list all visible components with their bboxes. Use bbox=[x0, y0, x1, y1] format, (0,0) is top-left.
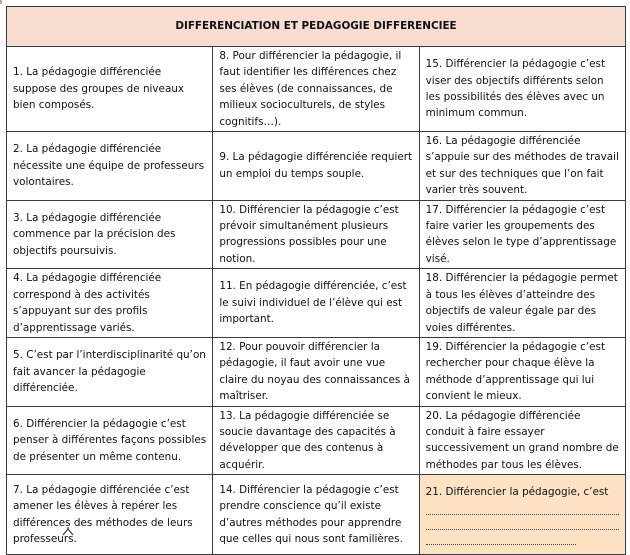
blank-line-1 bbox=[426, 500, 619, 515]
statement-15: 15. Différencier la pédagogie c’est viser des objectifs différents selon les possibilités des élèves avec un minimum commun. bbox=[419, 47, 625, 132]
statement-2: 2. La pédagogie différenciée nécessite une équipe de professeurs volontaires. bbox=[7, 132, 213, 201]
statement-4: 4. La pédagogie différenciée correspond à des activités s’appuyant sur des profils d’apprentissage variés. bbox=[7, 269, 213, 338]
table-row bbox=[7, 337, 626, 406]
statement-13: 13. La pédagogie différenciée se soucie davantage des capacités à développer que des contenus à acquérir. bbox=[213, 406, 419, 475]
title-row bbox=[7, 7, 626, 47]
statement-5: 5. C’est par l’interdisciplinarité qu’on fait avancer la pédagogie différenciée. bbox=[7, 337, 213, 406]
scissors-mark-icon bbox=[62, 527, 74, 536]
statement-12: 12. Pour pouvoir différencier la pédagogie, il faut avoir une vue claire du noyau des connaissances à maîtriser. bbox=[213, 337, 419, 406]
statement-20: 20. La pédagogie différenciée conduit à faire essayer successivement un grand nombre de méthodes par tous les élèves. bbox=[419, 406, 625, 475]
corner-tick-mark bbox=[0, 0, 5, 5]
statement-18: 18. Différencier la pédagogie permet à tous les élèves d’atteindre des objectifs de valeur égale par des voies différentes. bbox=[419, 269, 625, 338]
statement-19: 19. Différencier la pédagogie c’est rechercher pour chaque élève la méthode d’apprentissage qui lui convient le mieux. bbox=[419, 337, 625, 406]
statement-8: 8. Pour différencier la pédagogie, il faut identifier les différences chez ses élèves (de connaissances, de milieux socioculturels, de styles cognitifs…). bbox=[213, 47, 419, 132]
document-sheet bbox=[6, 6, 626, 555]
table-row bbox=[7, 475, 626, 555]
statement-9: 9. La pédagogie différenciée requiert un emploi du temps souple. bbox=[213, 132, 419, 201]
statement-21-fill-in[interactable] bbox=[419, 475, 625, 555]
table-title: DIFFERENCIATION ET PEDAGOGIE DIFFERENCIEE bbox=[7, 7, 626, 47]
table-row bbox=[7, 132, 626, 201]
statement-10: 10. Différencier la pédagogie c’est prévoir simultanément plusieurs progressions possibles pour une notion. bbox=[213, 200, 419, 269]
statement-14: 14. Différencier la pédagogie c’est prendre conscience qu’il existe d’autres méthodes pour apprendre que celles qui nous sont familières. bbox=[213, 475, 419, 555]
statement-6: 6. Différencier la pédagogie c’est penser à différentes façons possibles de présenter un même contenu. bbox=[7, 406, 213, 475]
statement-21-prompt: 21. Différencier la pédagogie, c’est bbox=[425, 485, 609, 498]
table-row bbox=[7, 200, 626, 269]
statement-11: 11. En pédagogie différenciée, c’est le suivi individuel de l’élève qui est important. bbox=[213, 269, 419, 338]
blank-line-3 bbox=[426, 530, 576, 545]
table-row bbox=[7, 406, 626, 475]
table-row bbox=[7, 47, 626, 132]
statements-table bbox=[6, 6, 626, 555]
statement-3: 3. La pédagogie différenciée commence par la précision des objectifs poursuivis. bbox=[7, 200, 213, 269]
blank-line-2 bbox=[426, 515, 619, 530]
statement-16: 16. La pédagogie différenciée s’appuie sur des méthodes de travail et sur des techniques que l’on fait varier très souvent. bbox=[419, 132, 625, 201]
statement-7: 7. La pédagogie différenciée c’est amener les élèves à repérer les différences des méthodes de leurs professeurs. bbox=[7, 475, 213, 555]
statement-17: 17. Différencier la pédagogie c’est faire varier les groupements des élèves selon le type d’apprentissage visé. bbox=[419, 200, 625, 269]
table-row bbox=[7, 269, 626, 338]
statement-1: 1. La pédagogie différenciée suppose des groupes de niveaux bien composés. bbox=[7, 47, 213, 132]
